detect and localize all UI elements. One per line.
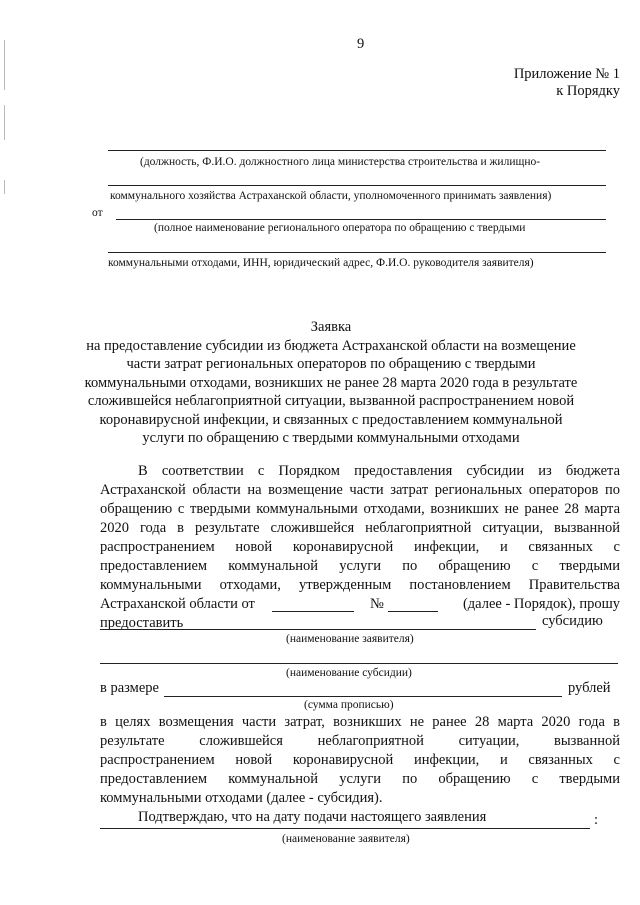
paragraph-line: обращению с твердыми коммунальными отходами, возникших не ранее 28 марта (100, 501, 620, 517)
title-line: на предоставление субсидии из бюджета Астраханской области на возмещение (86, 337, 576, 354)
paragraph-line: распространением новой коронавирусной инфекции, и связанных с (100, 539, 620, 555)
purpose-paragraph (100, 713, 620, 827)
appendix-label (514, 66, 620, 100)
title-line: сложившейся неблагоприятной ситуации, вызванной распространением новой (87, 393, 575, 409)
number-blank-line[interactable] (388, 611, 438, 612)
appendix-line-2: к Порядку (556, 83, 620, 99)
appendix-line-1: Приложение № 1 (513, 66, 620, 82)
title-line: коммунальными отходами, возникших не ранее 28 марта 2020 года в результате (84, 374, 578, 391)
paragraph-line: Подтверждаю, что на дату подачи настоящего заявления (138, 809, 487, 825)
applicant-name-line[interactable] (100, 629, 536, 630)
applicant-caption: (наименование заявителя) (282, 833, 410, 845)
operator-name-line-2[interactable] (108, 252, 606, 253)
paragraph-line: в целях возмещения части затрат, возникших не ранее 28 марта 2020 года в (100, 714, 620, 730)
paragraph-line: предоставлением коммунальной услуги по обращению с твердыми (100, 771, 620, 787)
title-heading: Заявка (310, 319, 352, 335)
applicant-caption: (наименование заявителя) (286, 633, 414, 645)
operator-caption: (полное наименование регионального оператора по обращению с твердыми (154, 222, 526, 234)
from-label: от (92, 207, 103, 219)
addressee-official-line-2[interactable] (108, 185, 606, 186)
paragraph-line: В соответствии с Порядком предоставления субсидии из бюджета (138, 463, 620, 479)
colon: : (594, 812, 599, 828)
paragraph-line: предоставить (100, 615, 184, 631)
paragraph-text: (далее - Порядок), прошу (462, 596, 620, 612)
scan-margin-mark (4, 180, 5, 194)
title-line: услуги по обращению с твердыми коммунальными отходами (142, 430, 520, 446)
paragraph-line: коммунальными отходами (далее - субсидия). (100, 790, 383, 806)
subsidy-caption: (наименование субсидии) (286, 667, 412, 679)
amount-label: в размере (100, 680, 159, 696)
number-sign: № (370, 596, 384, 612)
scan-margin-mark (4, 40, 5, 90)
amount-unit: рублей (568, 680, 611, 696)
operator-caption: коммунальными отходами, ИНН, юридический адрес, Ф.И.О. руководителя заявителя) (108, 257, 534, 269)
amount-line[interactable] (164, 696, 562, 697)
date-blank-line[interactable] (272, 611, 354, 612)
subsidy-name-line[interactable] (100, 663, 618, 664)
paragraph-line: распространением новой коронавирусной инфекции, и связанных с (100, 752, 620, 768)
paragraph-line: результате сложившейся неблагоприятной ситуации, вызванной (100, 733, 620, 749)
document-title (60, 318, 602, 448)
title-line: части затрат региональных операторов по обращению с твердыми (126, 356, 536, 372)
addressee-caption: (должность, Ф.И.О. должностного лица министерства строительства и жилищно- (140, 156, 541, 168)
paragraph-line: коммунальными отходами, утвержденным постановлением Правительства (100, 577, 620, 593)
paragraph-line: 2020 года в результате сложившейся неблагоприятной ситуации, вызванной (100, 520, 620, 536)
scan-margin-mark (4, 105, 5, 140)
paragraph-line: Астраханской области на возмещение части затрат региональных операторов по (100, 482, 620, 498)
applicant-name-line-2[interactable] (100, 828, 590, 829)
subsidy-word: субсидию (542, 613, 603, 629)
title-line: коронавирусной инфекции, и связанных с предоставлением коммунальной (99, 411, 563, 428)
paragraph-text: Астраханской области от (100, 596, 255, 612)
paragraph-line (100, 595, 620, 614)
paragraph-line: предоставлением коммунальной услуги по обращению с твердыми (100, 558, 620, 574)
operator-name-line[interactable] (116, 219, 606, 220)
amount-caption: (сумма прописью) (304, 699, 394, 711)
addressee-caption: коммунального хозяйства Астраханской области, уполномоченного принимать заявления) (110, 190, 552, 202)
request-paragraph (100, 462, 620, 633)
page-number: 9 (357, 36, 365, 52)
addressee-official-line[interactable] (108, 150, 606, 151)
